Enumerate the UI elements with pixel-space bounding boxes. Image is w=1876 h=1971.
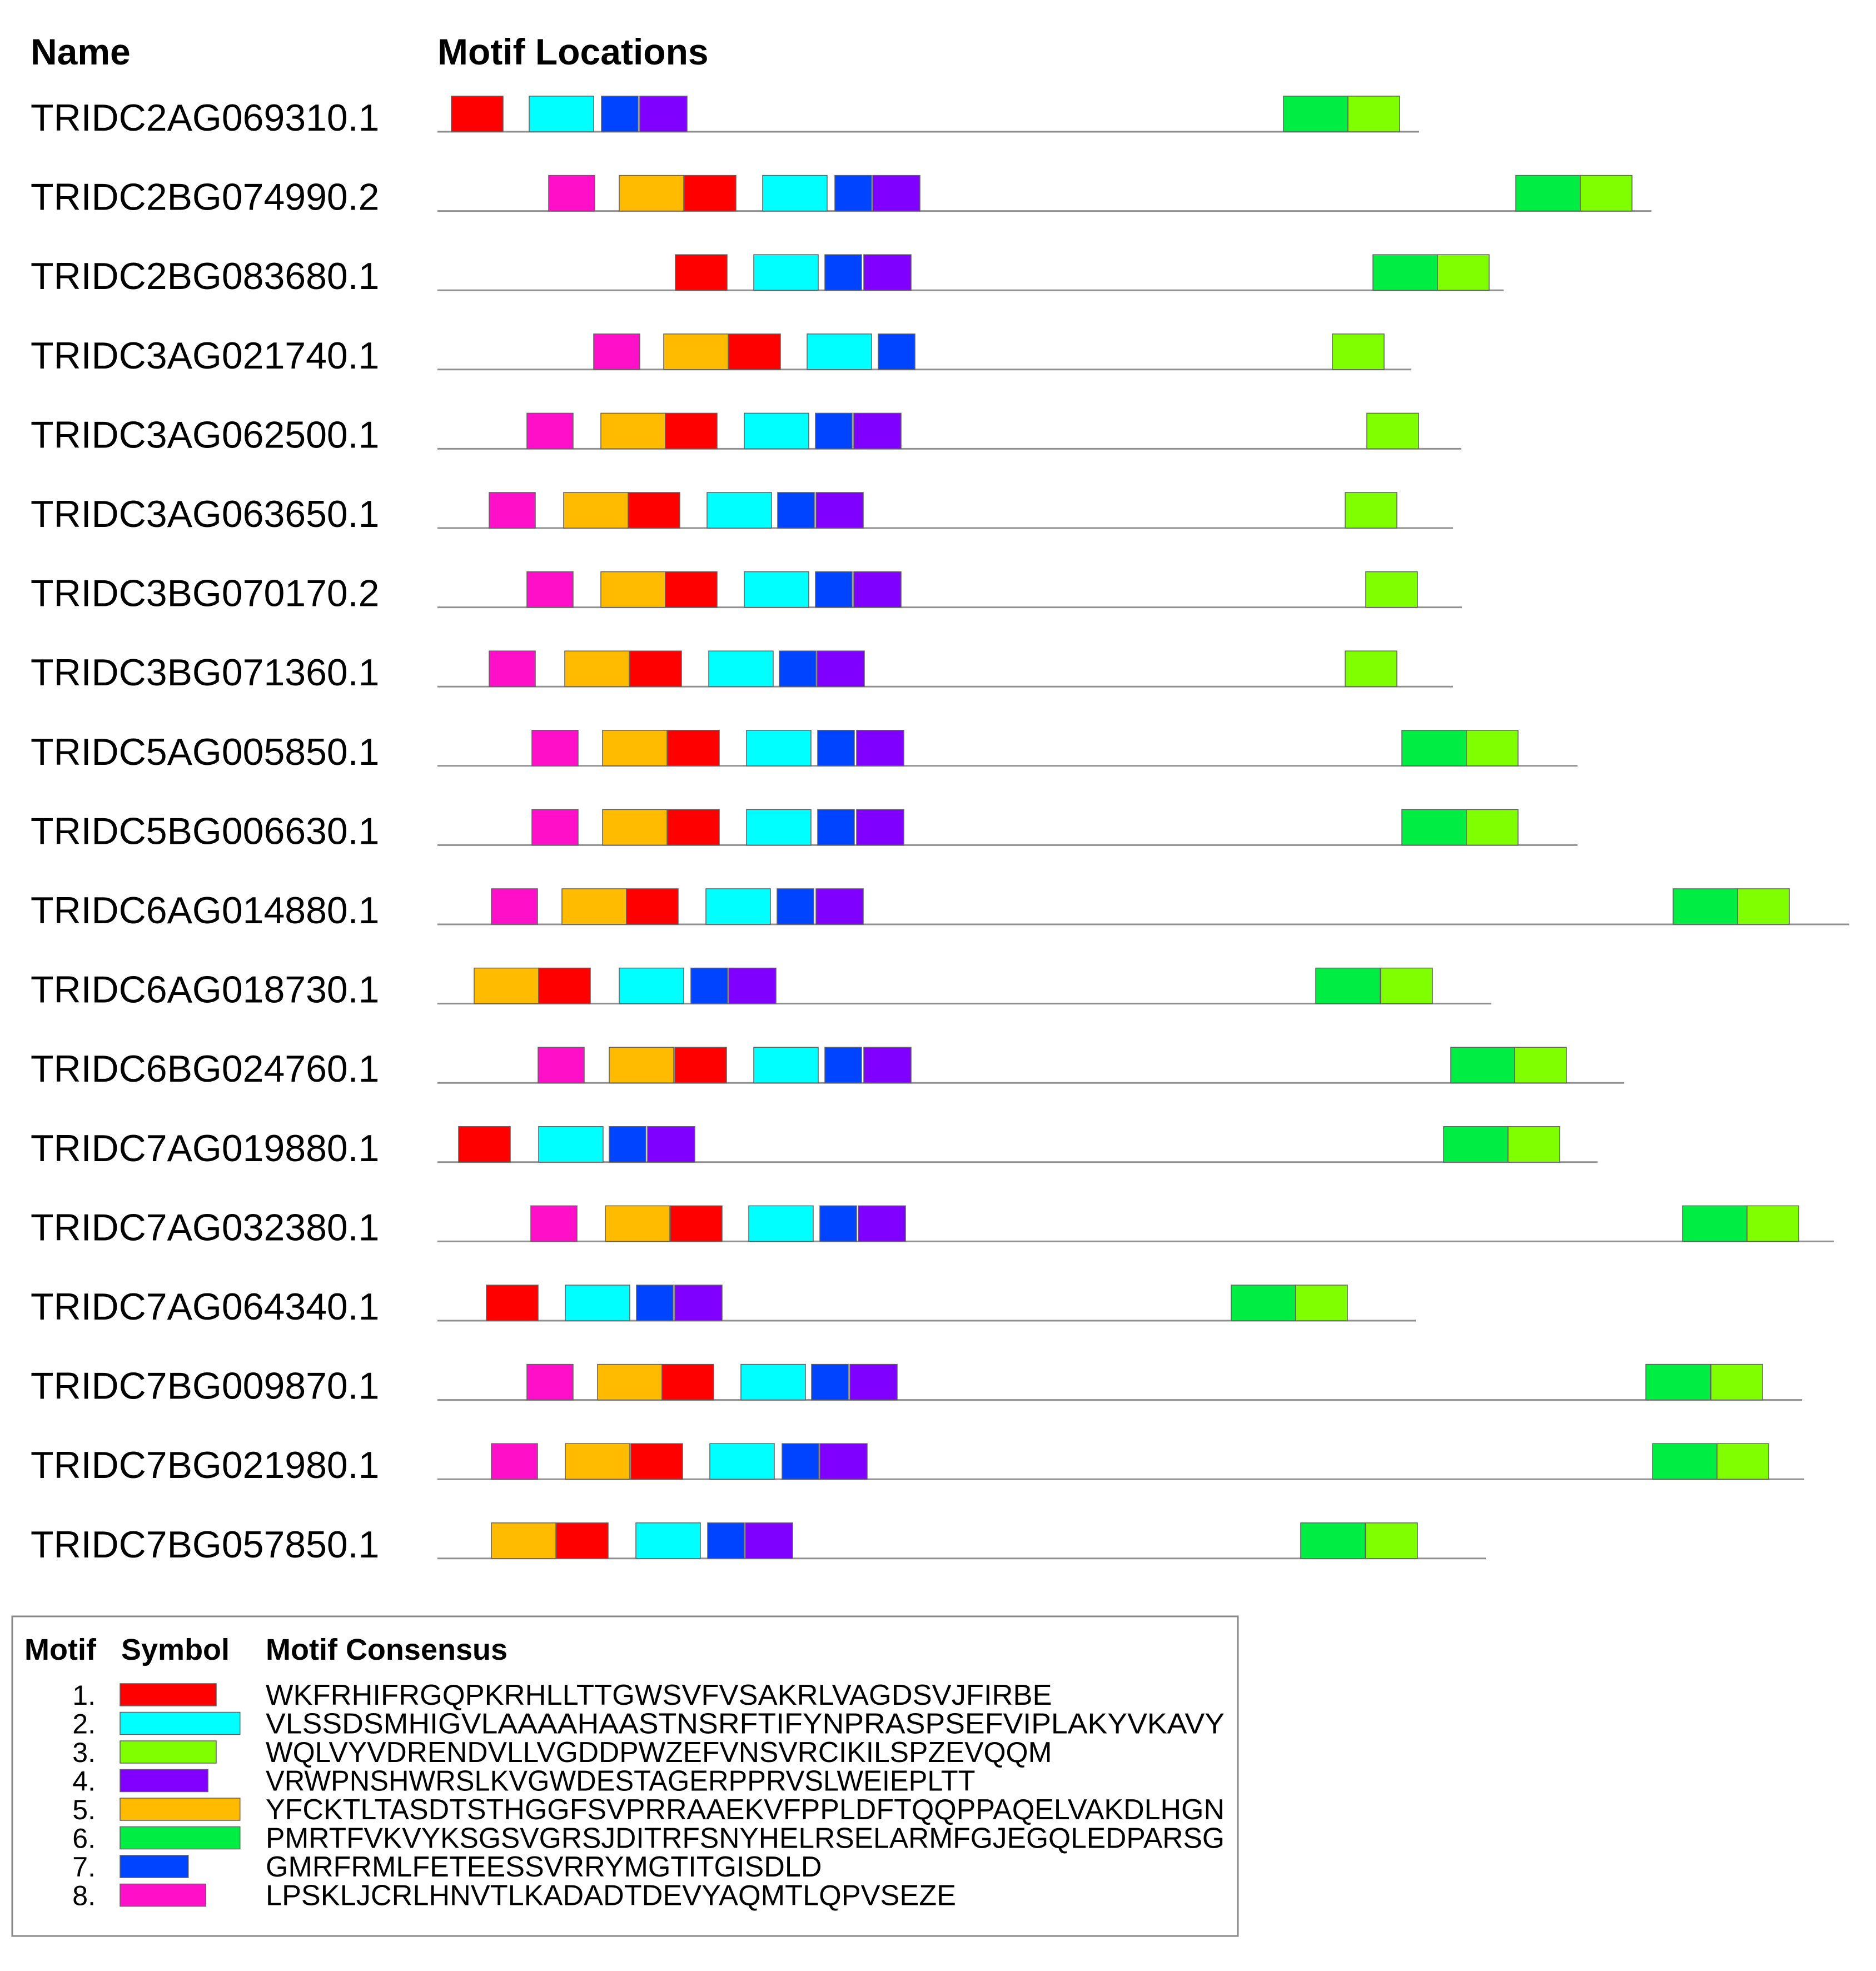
sequence-name: TRIDC7BG009870.1 [31, 1365, 380, 1407]
motif-4-box [864, 1047, 911, 1083]
motif-3-box [1348, 96, 1400, 132]
motif-7-box [818, 730, 854, 766]
motif-1-box [631, 1444, 683, 1479]
motif-3-box [1515, 1047, 1566, 1083]
motif-3-box [1381, 968, 1432, 1004]
motif-6-box [1402, 809, 1466, 845]
sequence-row [31, 572, 1462, 615]
sequence-row [31, 334, 1411, 377]
motif-3-box [1345, 651, 1397, 686]
legend-consensus: YFCKTLTASDTSTHGGFSVPRRAAEKVFPPLDFTQQPPAQELVAKDLHGN [266, 1794, 1225, 1826]
motif-2-box [710, 1444, 774, 1479]
motif-4-box [820, 1444, 867, 1479]
motif-7-box [601, 96, 638, 132]
sequence-row [31, 176, 1651, 218]
motif-6-box [1673, 889, 1738, 924]
motif-6-box [1653, 1444, 1717, 1479]
motif-1-box [668, 809, 719, 845]
motif-2-box [807, 334, 872, 370]
sequence-row [31, 413, 1461, 456]
motif-3-box [1508, 1127, 1560, 1162]
motif-3-box [1366, 572, 1417, 608]
sequence-row [31, 255, 1504, 297]
legend-motif-number: 2. [72, 1708, 96, 1740]
motif-4-box [857, 730, 904, 766]
motif-4-box [816, 889, 863, 924]
motif-7-box [815, 572, 852, 608]
sequence-name: TRIDC2BG083680.1 [31, 255, 380, 298]
sequence-row [31, 1206, 1834, 1248]
motif-1-box [459, 1127, 510, 1162]
sequence-name: TRIDC3AG063650.1 [31, 493, 380, 535]
legend-motif-number: 7. [72, 1851, 96, 1883]
motif-1-box [626, 889, 678, 924]
motif-1-box [668, 730, 719, 766]
sequence-name: TRIDC7BG021980.1 [31, 1444, 380, 1487]
motif-1-box [675, 1047, 726, 1083]
motif-4-box [854, 413, 901, 449]
motif-7-box [818, 809, 854, 845]
motif-7-box [820, 1206, 857, 1241]
legend-motif-header: Motif [24, 1633, 96, 1666]
motif-3-box [1366, 1523, 1417, 1559]
legend-motif-number: 8. [72, 1880, 96, 1912]
motif-3-box [1466, 809, 1518, 845]
motif-5-box [664, 334, 728, 370]
legend-consensus: VLSSDSMHIGVLAAAAHAASTNSRFTIFYNPRASPSEFVIPLAKYVKAVY [266, 1708, 1225, 1740]
sequence-name: TRIDC3BG071360.1 [31, 651, 380, 694]
sequence-name: TRIDC3AG062500.1 [31, 414, 380, 456]
legend-symbol-8 [120, 1884, 206, 1907]
motif-3-box [1466, 730, 1518, 766]
motif-4-box [729, 968, 776, 1004]
motif-3-box [1332, 334, 1384, 370]
motif-4-box [745, 1523, 793, 1559]
motif-3-box [1345, 492, 1397, 528]
motif-2-box [709, 651, 773, 686]
motif-6-box [1301, 1523, 1365, 1559]
sequence-name: TRIDC6AG018730.1 [31, 968, 380, 1011]
motif-7-box [835, 176, 872, 211]
legend-consensus: LPSKLJCRLHNVTLKADADTDEVYAQMTLQPVSEZE [266, 1879, 956, 1912]
motif-8-box [594, 334, 640, 370]
motif-7-box [708, 1523, 744, 1559]
legend-symbol-6 [120, 1827, 240, 1849]
motif-8-box [538, 1047, 584, 1083]
motif-1-box [486, 1285, 538, 1321]
motif-4-box [640, 96, 687, 132]
motif-5-box [562, 889, 626, 924]
motif-locations-header: Motif Locations [437, 31, 709, 72]
legend-symbol-1 [120, 1684, 216, 1706]
motif-4-box [816, 492, 863, 528]
motif-5-box [598, 1365, 662, 1400]
motif-8-box [531, 1206, 577, 1241]
motif-1-box [539, 968, 590, 1004]
legend-symbol-4 [120, 1770, 208, 1792]
motif-6-box [1516, 176, 1580, 211]
motif-8-box [491, 1444, 538, 1479]
legend-consensus-header: Motif Consensus [266, 1633, 508, 1666]
sequence-row [31, 1047, 1624, 1090]
sequence-row [31, 1523, 1486, 1566]
legend-consensus: GMRFRMLFETEESSVRRYMGTITGISDLD [266, 1851, 822, 1883]
motif-4-box [873, 176, 920, 211]
motif-2-box [747, 730, 811, 766]
motif-2-box [529, 96, 594, 132]
motif-2-box [619, 968, 684, 1004]
motif-5-box [619, 176, 684, 211]
sequence-name: TRIDC7AG064340.1 [31, 1286, 380, 1328]
motif-5-box [601, 413, 665, 449]
legend-consensus: WQLVYVDRENDVLLVGDDPWZEFVNSVRCIKILSPZEVQQM [266, 1736, 1052, 1769]
legend-symbol-2 [120, 1713, 240, 1735]
motif-8-box [532, 809, 578, 845]
motif-6-box [1444, 1127, 1508, 1162]
legend-consensus: PMRTFVKVYKSGSVGRSJDITRFSNYHELRSELARMFGJEGQLEDPARSG [266, 1822, 1225, 1855]
legend-consensus: VRWPNSHWRSLKVGWDESTAGERPPRVSLWEIEPLTT [266, 1765, 976, 1798]
motif-4-box [854, 572, 901, 608]
motif-1-box [670, 1206, 722, 1241]
motif-5-box [565, 1444, 630, 1479]
motif-2-box [747, 809, 811, 845]
motif-1-box [665, 413, 717, 449]
motif-1-box [729, 334, 780, 370]
motif-6-box [1646, 1365, 1710, 1400]
motif-2-box [744, 413, 809, 449]
legend-motif-number: 3. [72, 1737, 96, 1768]
motif-5-box [603, 809, 667, 845]
legend-symbol-3 [120, 1741, 216, 1763]
motif-4-box [857, 809, 904, 845]
motif-2-box [749, 1206, 813, 1241]
motif-8-box [489, 492, 535, 528]
motif-2-box [754, 1047, 818, 1083]
sequence-name: TRIDC7AG019880.1 [31, 1127, 380, 1169]
motif-7-box [815, 413, 852, 449]
motif-3-box [1437, 255, 1489, 290]
sequence-row [31, 1127, 1598, 1169]
motif-4-box [858, 1206, 905, 1241]
motif-1-box [451, 96, 503, 132]
motif-1-box [628, 492, 680, 528]
motif-3-box [1717, 1444, 1769, 1479]
motif-2-box [539, 1127, 603, 1162]
motif-4-box [850, 1365, 897, 1400]
motif-3-box [1367, 413, 1419, 449]
sequence-row [31, 96, 1419, 139]
sequence-row [31, 492, 1453, 535]
motif-5-box [564, 492, 628, 528]
motif-5-box [474, 968, 539, 1004]
motif-8-box [489, 651, 535, 686]
motif-6-box [1451, 1047, 1515, 1083]
motif-3-box [1738, 889, 1789, 924]
sequence-name: TRIDC5BG006630.1 [31, 810, 380, 853]
motif-2-box [706, 889, 770, 924]
sequence-name: TRIDC6BG024760.1 [31, 1048, 380, 1091]
motif-7-box [778, 492, 814, 528]
sequence-row [31, 651, 1453, 694]
motif-5-box [601, 572, 665, 608]
sequence-name: TRIDC5AG005850.1 [31, 730, 380, 773]
sequence-row [31, 730, 1578, 773]
motif-1-box [662, 1365, 714, 1400]
motif-5-box [605, 1206, 670, 1241]
motif-2-box [744, 572, 809, 608]
motif-8-box [491, 889, 538, 924]
motif-4-box [648, 1127, 695, 1162]
motif-1-box [675, 255, 727, 290]
legend-consensus: WKFRHIFRGQPKRHLLTTGWSVFVSAKRLVAGDSVJFIRBE [266, 1679, 1052, 1711]
motif-7-box [691, 968, 728, 1004]
sequence-row [31, 889, 1849, 932]
motif-2-box [636, 1523, 700, 1559]
motif-3-box [1747, 1206, 1799, 1241]
motif-5-box [609, 1047, 674, 1083]
sequence-name: TRIDC7AG032380.1 [31, 1206, 380, 1249]
motif-6-box [1373, 255, 1437, 290]
sequence-name: TRIDC6AG014880.1 [31, 889, 380, 932]
motif-7-box [825, 1047, 862, 1083]
motif-6-box [1402, 730, 1466, 766]
motif-7-box [878, 334, 915, 370]
motif-2-box [565, 1285, 630, 1321]
motif-8-box [527, 413, 573, 449]
sequence-row [31, 1365, 1802, 1407]
sequence-row [31, 1285, 1416, 1328]
motif-6-box [1683, 1206, 1747, 1241]
motif-3-box [1711, 1365, 1763, 1400]
sequence-row [31, 809, 1578, 852]
motif-7-box [636, 1285, 673, 1321]
legend-motif-number: 5. [72, 1794, 96, 1825]
legend-motif-number: 1. [72, 1680, 96, 1711]
motif-7-box [812, 1365, 848, 1400]
motif-1-box [684, 176, 736, 211]
motif-4-box [817, 651, 864, 686]
sequence-name: TRIDC7BG057850.1 [31, 1523, 380, 1566]
motif-3-box [1296, 1285, 1347, 1321]
motif-5-box [603, 730, 667, 766]
motif-2-box [754, 255, 818, 290]
motif-2-box [763, 176, 827, 211]
motif-7-box [609, 1127, 646, 1162]
motif-5-box [491, 1523, 556, 1559]
motif-6-box [1231, 1285, 1296, 1321]
motif-3-box [1580, 176, 1632, 211]
sequence-name: TRIDC2AG069310.1 [31, 97, 380, 139]
motif-8-box [532, 730, 578, 766]
sequence-rows [31, 96, 1849, 1566]
motif-legend [12, 1616, 1238, 1936]
sequence-row [31, 1444, 1804, 1486]
motif-7-box [779, 651, 816, 686]
legend-symbol-header: Symbol [121, 1633, 230, 1666]
sequence-name: TRIDC2BG074990.2 [31, 176, 380, 218]
motif-8-box [549, 176, 595, 211]
motif-2-box [741, 1365, 805, 1400]
legend-motif-number: 6. [72, 1823, 96, 1854]
motif-2-box [707, 492, 772, 528]
motif-6-box [1316, 968, 1380, 1004]
sequence-name: TRIDC3AG021740.1 [31, 334, 380, 377]
motif-4-box [675, 1285, 722, 1321]
motif-7-box [825, 255, 862, 290]
legend-symbol-7 [120, 1855, 188, 1878]
legend-symbol-5 [120, 1798, 240, 1820]
motif-8-box [527, 572, 573, 608]
sequence-row [31, 968, 1491, 1011]
motif-5-box [565, 651, 629, 686]
sequence-name: TRIDC3BG070170.2 [31, 572, 380, 615]
motif-8-box [527, 1365, 573, 1400]
motif-6-box [1283, 96, 1348, 132]
name-column-header: Name [31, 31, 131, 72]
motif-1-box [665, 572, 717, 608]
motif-4-box [864, 255, 911, 290]
motif-7-box [777, 889, 814, 924]
motif-1-box [556, 1523, 608, 1559]
motif-7-box [782, 1444, 819, 1479]
motif-1-box [630, 651, 681, 686]
legend-motif-number: 4. [72, 1765, 96, 1797]
